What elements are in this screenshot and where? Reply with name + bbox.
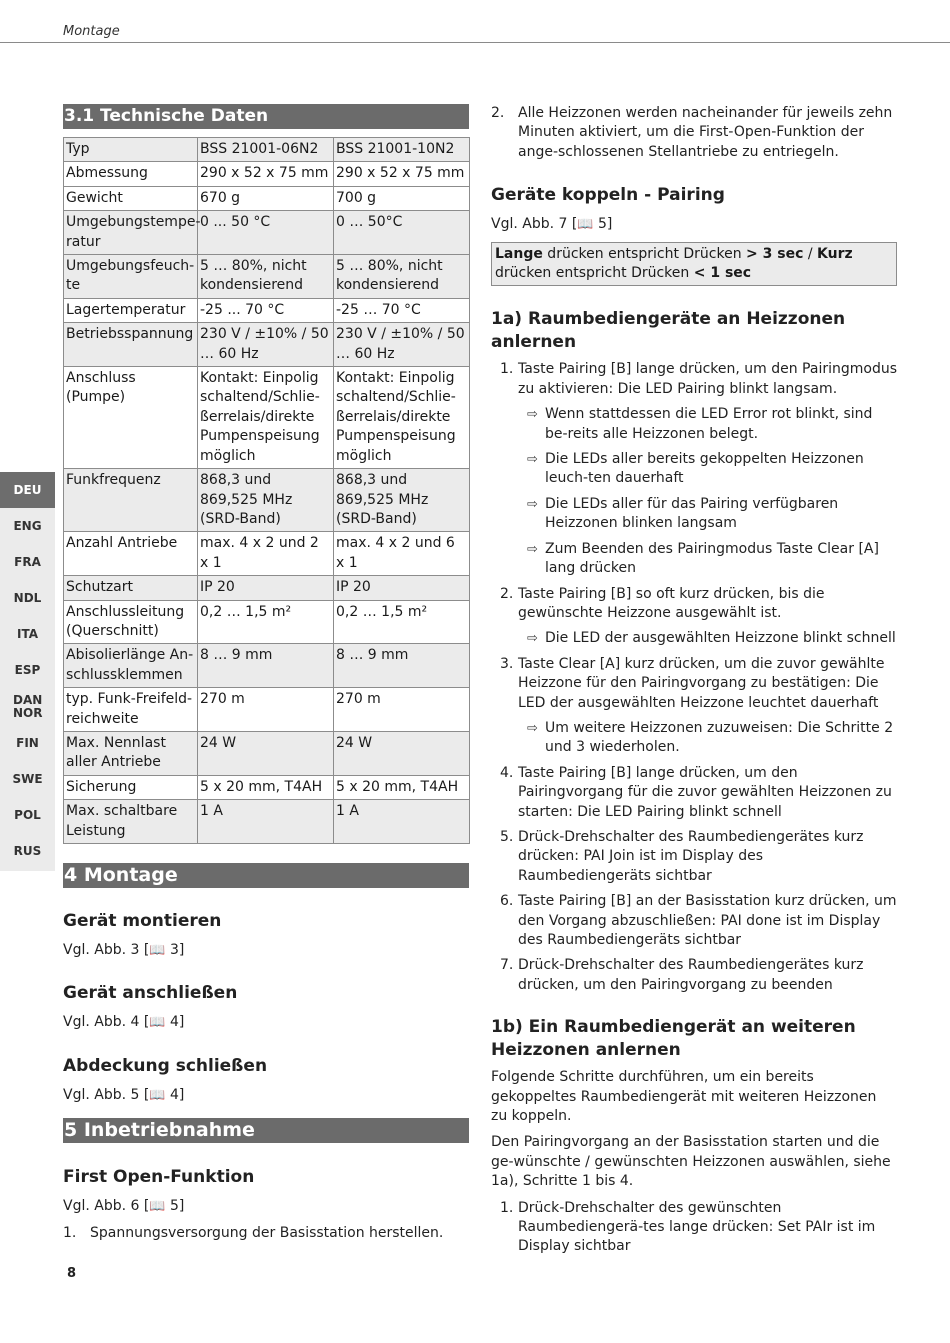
tech-param-cell: Funkfrequenz: [64, 469, 198, 532]
page-number: 8: [67, 1266, 77, 1281]
tech-value-cell: 24 W: [198, 731, 334, 775]
section-1a-steps: [491, 360, 897, 995]
tech-value-cell: -25 ... 70 °C: [198, 298, 334, 322]
tech-value-cell: 5 … 80%, nicht kondensierend: [334, 255, 470, 299]
tech-data-heading: 3.1 Technische Daten: [63, 104, 469, 129]
tech-value-cell: -25 … 70 °C: [334, 298, 470, 322]
tech-row: [64, 644, 470, 688]
tech-row: [64, 469, 470, 532]
tech-row: [64, 576, 470, 600]
tech-param-cell: Abisolierlänge An-schlussklemmen: [64, 644, 198, 688]
tech-value-cell: 230 V / ±10% / 50 … 60 Hz: [198, 323, 334, 367]
tech-value-cell: 0 … 50°C: [334, 211, 470, 255]
tech-value-cell: 270 m: [198, 688, 334, 732]
tech-value-cell: 1 A: [334, 800, 470, 844]
tech-value-cell: 230 V / ±10% / 50 … 60 Hz: [334, 323, 470, 367]
tech-param-cell: Umgebungstempe-ratur: [64, 211, 198, 255]
tech-row: [64, 731, 470, 775]
result-arrow-icon: ⇨: [527, 496, 538, 512]
tech-value-cell: 0,2 … 1,5 m²: [334, 600, 470, 644]
montage-subsection-ref: Vgl. Abb. 5 [📖 4]: [63, 1086, 185, 1103]
press-duration-note: Lange drücken entspricht Drücken > 3 sec / Kurz drücken entspricht Drücken < 1 sec: [491, 242, 897, 287]
tech-value-cell: Kontakt: Einpolig schaltend/Schlie-ßerrelais/direkte Pumpenspeisung möglich: [198, 367, 334, 469]
list-item: 3. Taste Clear [A] kurz drücken, um die zuvor gewählte Heizzone für den Pairingvorgang zu bestätigen: Die LED der ausgewählten Heizzone leuchtet dauerhaft: [500, 655, 885, 711]
tech-value-cell: 1 A: [198, 800, 334, 844]
section-1b-para-2: Den Pairingvorgang an der Basisstation starten und die ge-wünschte / gewünschten Heizzonen auswählen, siehe 1a), Schritte 1 bis 4.: [491, 1134, 891, 1190]
pairing-title: Geräte koppeln - Pairing: [491, 185, 725, 206]
tech-value-cell: 0 ... 50 °C: [198, 211, 334, 255]
result-arrow-icon: ⇨: [527, 720, 538, 736]
tech-param-cell: Max. schaltbare Leistung: [64, 800, 198, 844]
tech-value-cell: 290 x 52 x 75 mm: [198, 162, 334, 186]
montage-subsection-title: Abdeckung schließen: [63, 1055, 268, 1076]
book-icon: 📖: [149, 1087, 166, 1103]
tech-value-cell: 670 g: [198, 186, 334, 210]
list-item: 7. Drück-Drehschalter des Raumbediengerätes kurz drücken, um den Pairingvorgang zu beenden: [500, 957, 864, 993]
tech-value-cell: BSS 21001-10N2: [334, 138, 470, 162]
list-item: 5. Drück-Drehschalter des Raumbediengerätes kurz drücken: PAI Join ist im Display des Raumbediengeräts sichtbar: [500, 828, 864, 884]
montage-subsection-ref: Vgl. Abb. 4 [📖 4]: [63, 1014, 185, 1031]
tech-value-cell: 5 x 20 mm, T4AH: [198, 775, 334, 799]
tech-row: [64, 211, 470, 255]
tech-row: [64, 255, 470, 299]
result-item: ⇨ Die LEDs aller für das Pairing verfügbaren Heizzonen blinken langsam: [527, 495, 839, 532]
tech-value-cell: 5 x 20 mm, T4AH: [334, 775, 470, 799]
lang-tab-ndl[interactable]: NDL: [13, 591, 42, 605]
lang-tab-pol[interactable]: POL: [14, 808, 41, 822]
tech-value-cell: 700 g: [334, 186, 470, 210]
tech-value-cell: BSS 21001-06N2: [198, 138, 334, 162]
lang-tab-rus[interactable]: RUS: [13, 844, 42, 858]
section-1b-para-1: Folgende Schritte durchführen, um ein bereits gekoppeltes Raumbediengerät mit weiteren Heizzonen zu koppeln.: [491, 1069, 877, 1125]
section-1b-title: 1b) Ein Raumbediengerät an weiteren Heizzonen anlernen: [491, 1017, 856, 1061]
tech-value-cell: 24 W: [334, 731, 470, 775]
list-item: 2. Taste Pairing [B] so oft kurz drücken, bis die gewünschte Heizzone ausgewählt ist.: [500, 585, 825, 621]
result-item: ⇨ Die LEDs aller bereits gekoppelten Heizzonen leuch-ten dauerhaft: [527, 451, 864, 487]
book-icon: 📖: [149, 1015, 166, 1031]
pairing-ref: Vgl. Abb. 7 [📖 5]: [491, 216, 613, 233]
tech-value-cell: 8 … 9 mm: [198, 644, 334, 688]
book-icon: 📖: [577, 217, 594, 233]
first-open-step-2: 2. Alle Heizzonen werden nacheinander für jeweils zehn Minuten aktiviert, um die First-Open-Funktion der ange-schlossenen Stellantriebe zu entriegeln.: [491, 105, 893, 160]
list-item: 6. Taste Pairing [B] an der Basisstation kurz drücken, um den Vorgang abzuschließen: PAI done ist im Display des Raumbediengeräts sichtbar: [500, 893, 897, 948]
montage-heading: 4 Montage: [63, 863, 469, 888]
tech-param-cell: Gewicht: [64, 186, 198, 210]
lang-tab-deu[interactable]: DEU: [0, 472, 55, 508]
tech-row: [64, 775, 470, 799]
book-icon: 📖: [149, 943, 166, 958]
lang-tab-fra[interactable]: FRA: [14, 555, 41, 569]
tech-row: [64, 600, 470, 644]
lang-tab-esp[interactable]: ESP: [14, 663, 41, 677]
result-item: ⇨ Wenn stattdessen die LED Error rot blinkt, sind be-reits alle Heizzonen belegt.: [527, 406, 873, 442]
tech-row: [64, 323, 470, 367]
result-arrow-icon: ⇨: [527, 541, 538, 557]
tech-param-cell: Anschlussleitung (Querschnitt): [64, 600, 198, 644]
first-open-ref: Vgl. Abb. 6 [📖 5]: [63, 1198, 185, 1215]
tech-param-cell: Sicherung: [64, 775, 198, 799]
tech-param-cell: typ. Funk-Freifeld-reichweite: [64, 688, 198, 732]
section-1a-title: 1a) Raumbediengeräte an Heizzonen anlernen: [491, 309, 846, 353]
tech-row: [64, 298, 470, 322]
tech-value-cell: 868,3 und 869,525 MHz (SRD-Band): [334, 469, 470, 532]
tech-value-cell: 270 m: [334, 688, 470, 732]
tech-param-cell: Typ: [64, 138, 198, 162]
result-arrow-icon: ⇨: [527, 407, 538, 423]
tech-row: [64, 138, 470, 162]
tech-data-table: [63, 137, 470, 844]
lang-tab-swe[interactable]: SWE: [12, 772, 43, 786]
tech-value-cell: 868,3 und 869,525 MHz (SRD-Band): [198, 469, 334, 532]
tech-row: [64, 186, 470, 210]
first-open-title: First Open-Funktion: [63, 1167, 255, 1188]
tech-value-cell: 0,2 … 1,5 m²: [198, 600, 334, 644]
tech-param-cell: Anzahl Antriebe: [64, 532, 198, 576]
tech-param-cell: Anschluss (Pumpe): [64, 367, 198, 469]
tech-param-cell: Max. Nennlast aller Antriebe: [64, 731, 198, 775]
result-item: ⇨ Zum Beenden des Pairingmodus Taste Clear [A] lang drücken: [527, 540, 879, 577]
tech-value-cell: Kontakt: Einpolig schaltend/Schlie-ßerrelais/direkte Pumpenspeisung möglich: [334, 367, 470, 469]
montage-subsection-title: Gerät montieren: [63, 911, 222, 931]
tech-row: [64, 800, 470, 844]
book-icon: 📖: [149, 1199, 166, 1215]
tech-row: [64, 367, 470, 469]
list-item: 4. Taste Pairing [B] lange drücken, um den Pairingvorgang für die zuvor gewählten Heizzonen zu starten: Die LED Pairing blinkt schnell: [500, 764, 892, 820]
lang-tab-dan-nor[interactable]: DAN NOR: [13, 693, 43, 720]
result-item: ⇨ Um weitere Heizzonen zuzuweisen: Die Schritte 2 und 3 wiederholen.: [527, 719, 894, 756]
header-label: Montage: [63, 24, 120, 39]
result-item: ⇨ Die LED der ausgewählten Heizzone blinkt schnell: [491, 629, 897, 648]
montage-subsection-title: Gerät anschließen: [63, 983, 238, 1004]
lang-tab-ita[interactable]: ITA: [16, 627, 38, 641]
lang-tab-eng[interactable]: ENG: [13, 519, 42, 533]
list-item: 1. Taste Pairing [B] lange drücken, um den Pairingmodus zu aktivieren: Die LED Pairing blinkt langsam.: [500, 361, 898, 397]
tech-param-cell: Umgebungsfeuch-te: [64, 255, 198, 299]
tech-row: [64, 532, 470, 576]
tech-param-cell: Betriebsspannung: [64, 323, 198, 367]
lang-tab-fin[interactable]: FIN: [16, 736, 39, 750]
tech-value-cell: max. 4 x 2 und 6 x 1: [334, 532, 470, 576]
tech-value-cell: max. 4 x 2 und 2 x 1: [198, 532, 334, 576]
tech-param-cell: Lagertemperatur: [64, 298, 198, 322]
tech-value-cell: 5 … 80%, nicht kondensierend: [198, 255, 334, 299]
montage-subsection-ref: Vgl. Abb. 3 [📖 3]: [63, 942, 185, 958]
left-column: [63, 104, 469, 1243]
tech-value-cell: 290 x 52 x 75 mm: [334, 162, 470, 186]
section-1b-step-1: 1. Drück-Drehschalter des gewünschten Raumbediengerä-tes lange drücken: Set PAIr ist im Display sichtbar: [500, 1199, 876, 1255]
tech-value-cell: IP 20: [334, 576, 470, 600]
result-arrow-icon: ⇨: [527, 631, 538, 647]
tech-param-cell: Schutzart: [64, 576, 198, 600]
inbetriebnahme-heading: 5 Inbetriebnahme: [63, 1118, 469, 1143]
tech-param-cell: Abmessung: [64, 162, 198, 186]
tech-value-cell: IP 20: [198, 576, 334, 600]
header-rule: [0, 42, 950, 43]
tech-row: [64, 688, 470, 732]
result-arrow-icon: ⇨: [527, 452, 538, 468]
first-open-step-1: 1. Spannungsversorgung der Basisstation herstellen.: [63, 1224, 444, 1241]
right-column: [491, 104, 897, 1257]
tech-value-cell: 8 … 9 mm: [334, 644, 470, 688]
tech-row: [64, 162, 470, 186]
